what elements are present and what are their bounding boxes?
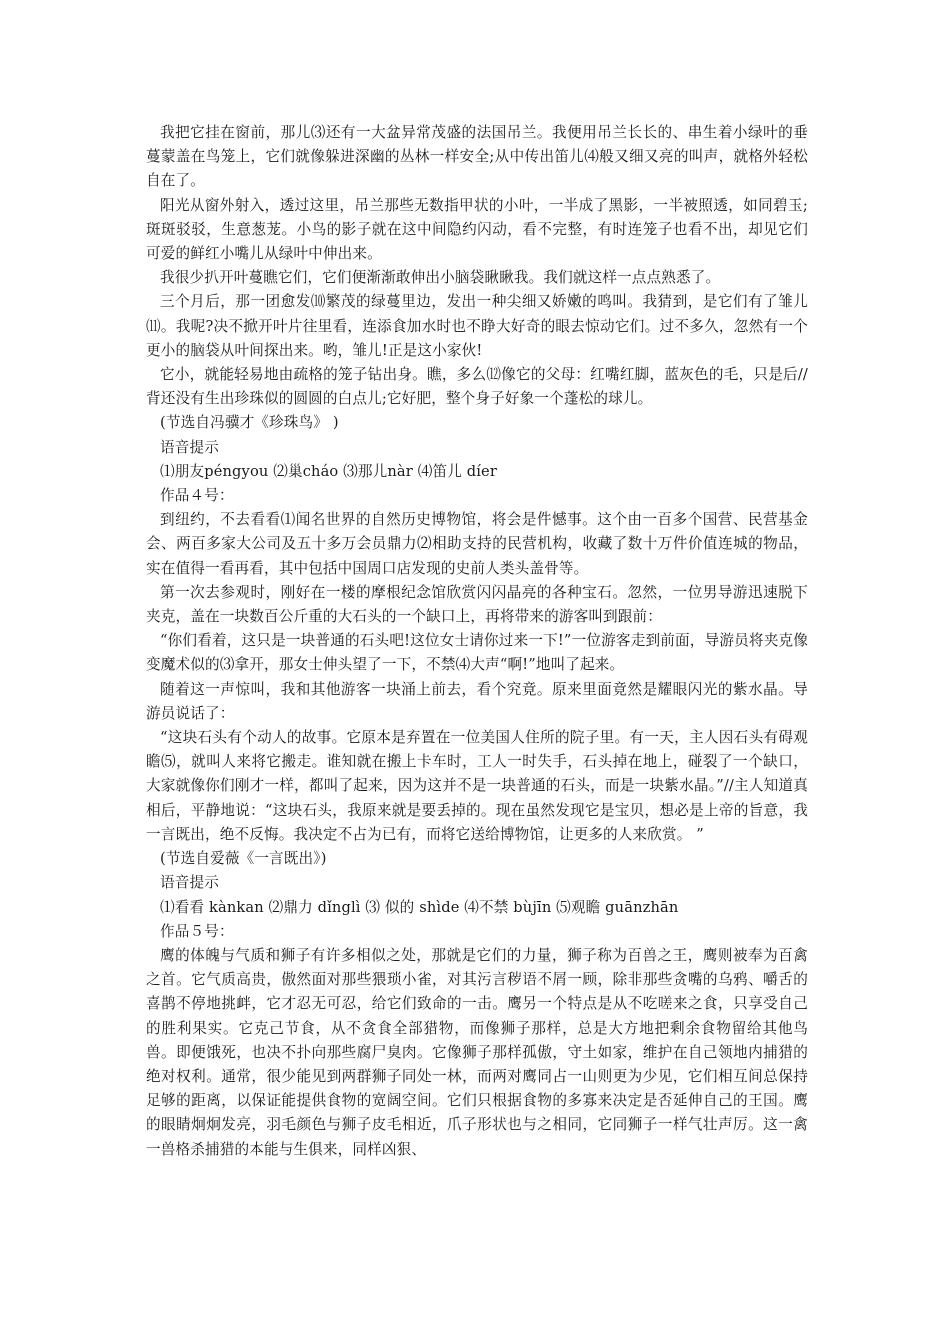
pronunciation-list: ⑴朋友péngyou ⑵巢cháo ⑶那儿nàr ⑷笛儿 díer (160, 462, 497, 480)
work-heading-5: 作品５号： (160, 922, 234, 940)
paragraph-amethyst: 随着这一声惊叫，我和其他游客一块涌上前去，看个究竟。原来里面竟然是耀眼闪光的紫水晶。导游员说话了： (146, 680, 808, 722)
document-page (146, 121, 808, 1162)
paragraph-hanging-cage: 我把它挂在窗前，那儿⑶还有一大盆异常茂盛的法国吊兰。我便用吊兰长长的、串生着小绿叶的垂蔓蒙盖在鸟笼上，它们就像躲进深幽的丛林一样安全;从中传出笛儿⑷般又细又亮的叫声，就格外轻松自在了。 (146, 124, 808, 190)
paragraph-eagle: 鹰的体魄与气质和狮子有许多相似之处，那就是它们的力量，狮子称为百兽之王，鹰则被奉为百禽之首。它气质高贵，傲然面对那些猥琐小雀，对其污言秽语不屑一顾，除非那些贪嘴的乌鸦、嚼舌的喜鹊不停地挑衅，它才忍无可忍，给它们致命的一击。鹰另一个特点是从不吃嗟来之食，只享受自己的胜利果实。它克己节食，从不贪食全部猎物，而像狮子那样，总是大方地把剩余食物留给其他鸟兽。即便饿死，也决不扑向那些腐尸臭肉。它像狮子那样孤傲，守土如家，维护在自己领地内捕猎的绝对权利。通常，很少能见到两群狮子同处一林，而两对鹰同占一山则更为少见，它们相互间总保持足够的距离，以保证能提供食物的宽阔空间。它们只根据食物的多寡来决定是否延伸自己的王国。鹰的眼睛炯炯发亮，羽毛颜色与狮子皮毛相近，爪子形状也与之相同，它同狮子一样气壮声厉。这一禽一兽格杀捕猎的本能与生俱来，同样凶狠、 (146, 946, 808, 1158)
pronunciation-heading: 语音提示 (160, 874, 219, 892)
paragraph-new-york: 到纽约，不去看看⑴闻名世界的自然历史博物馆，将会是件憾事。这个由一百多个国营、民营基金会、两百多家大公司及五十多万会员鼎力⑵相助支持的民营机构，收藏了数十万件价值连城的物品，实在值得一看再看，其中包括中国周口店发现的史前人类头盖骨等。 (146, 511, 808, 577)
work-heading-4: 作品４号： (160, 487, 234, 505)
pronunciation-list: ⑴看看 kànkan ⑵鼎力 dǐnglì ⑶ 似的 shìde ⑷不禁 bùjīn ⑸观瞻 guānzhān (160, 898, 679, 916)
source-note: (节选自冯骥才《珍珠鸟》 ) (160, 414, 339, 432)
paragraph-sunlight: 阳光从窗外射入，透过这里，吊兰那些无数指甲状的小叶，一半成了黑影，一半被照透，如同碧玉;斑斑驳驳，生意葱茏。小鸟的影子就在这中间隐约闪动，看不完整，有时连笼子也看不出，却见它们可爱的鲜红小嘴儿从绿叶中伸出来。 (146, 196, 808, 263)
paragraph-chick: 它小，就能轻易地由疏格的笼子钻出身。瞧，多么⑿像它的父母：红嘴红脚，蓝灰色的毛，只是后//背还没有生出珍珠似的圆圆的白点儿;它好肥，整个身子好象一个蓬松的球儿。 (146, 366, 808, 408)
pronunciation-heading: 语音提示 (160, 438, 219, 456)
paragraph-three-months: 三个月后，那一团愈发⑽繁茂的绿蔓里边，发出一种尖细又娇嫩的鸣叫。我猜到，是它们有了雏儿⑾。我呢?决不掀开叶片往里看，连添食加水时也不睁大好奇的眼去惊动它们。过不多久，忽然有一个更小的脑袋从叶间探出来。哟，雏儿!正是这小家伙! (146, 293, 808, 359)
paragraph-quote-stone: “你们看着，这只是一块普通的石头吧!这位女士请你过来一下!”一位游客走到前面，导游员将夹克像变魔术似的⑶拿开，那女士伸头望了一下，不禁⑷大声“啊!”地叫了起来。 (146, 632, 808, 674)
paragraph-story: “这块石头有个动人的故事。它原本是弃置在一位美国人住所的院子里。有一天，主人因石头有碍观瞻⑸，就叫人来将它搬走。谁知就在搬上卡车时，工人一时失手，石头掉在地上，碰裂了一个缺口，大家就像你们刚才一样，都叫了起来，因为这并不是一块普通的石头，而是一块紫水晶。”//主人知道真相后，平静地说：“这块石头，我原来就是要丢掉的。现在虽然发现它是宝贝，想必是上帝的旨意，我一言既出，绝不反悔。我决定不占为已有，而将它送给博物馆，让更多的人来欣赏。 ” (146, 729, 808, 843)
paragraph-familiar: 我很少扒开叶蔓瞧它们，它们便渐渐敢伸出小脑袋瞅瞅我。我们就这样一点点熟悉了。 (160, 269, 721, 287)
paragraph-first-visit: 第一次去参观时，刚好在一楼的摩根纪念馆欣赏闪闪晶亮的各种宝石。忽然，一位男导游迅速脱下夹克，盖在一块数百公斤重的大石头的一个缺口上，再将带来的游客叫到跟前： (146, 583, 808, 626)
source-note: (节选自爱薇《一言既出》) (160, 850, 327, 868)
